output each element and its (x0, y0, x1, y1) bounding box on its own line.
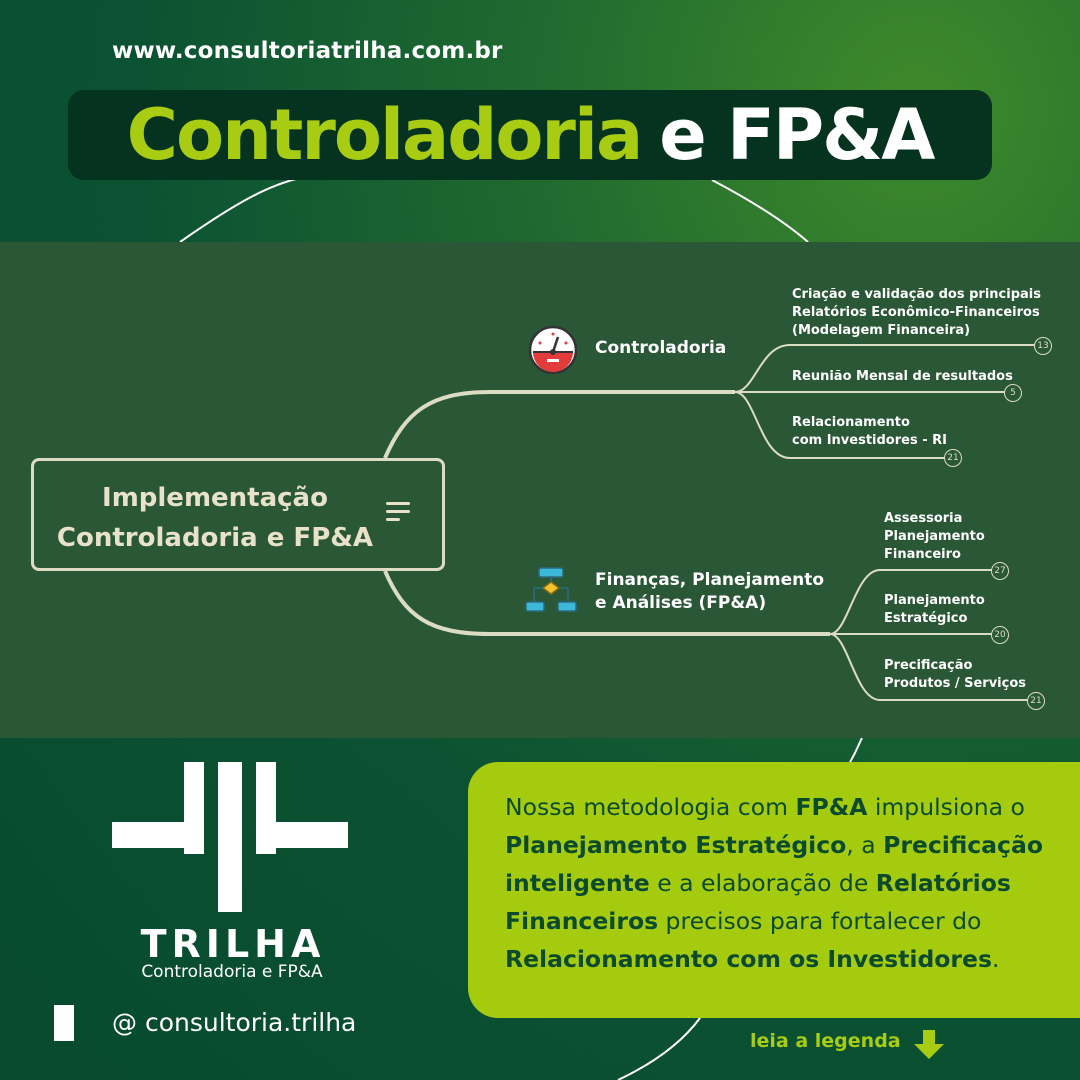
leaf-line: Relatórios Econômico-Financeiros (792, 305, 1040, 320)
page-title (68, 90, 992, 180)
leaf-count-badge: 5 (1004, 384, 1022, 402)
instagram-handle[interactable]: @ consultoria.trilha (112, 1008, 357, 1037)
leaf-count-badge: 21 (944, 449, 962, 467)
leaf-precificacao[interactable] (884, 657, 1026, 693)
leaf-relacionamento[interactable] (792, 414, 947, 450)
central-node-text (40, 478, 390, 558)
description-text (505, 788, 1065, 978)
desc-text: Nossa metodologia com (505, 793, 796, 821)
title-controladoria: Controladoria (126, 94, 642, 176)
leaf-line: Reunião Mensal de resultados (792, 369, 1013, 384)
leaf-assessoria[interactable] (884, 510, 985, 564)
read-caption-label[interactable]: leia a legenda (750, 1030, 901, 1052)
brand-subtitle: Controladoria e FP&A (141, 962, 323, 982)
leaf-line: Criação e validação dos principais (792, 287, 1041, 302)
leaf-line: (Modelagem Financeira) (792, 323, 971, 338)
leaf-line: Produtos / Serviços (884, 676, 1027, 691)
mindmap-panel (0, 242, 1080, 738)
leaf-count-badge: 27 (991, 562, 1009, 580)
branch-fpa-label[interactable] (595, 569, 824, 615)
desc-text: , a (846, 831, 884, 859)
website-url[interactable]: www.consultoriatrilha.com.br (112, 38, 503, 64)
branch-controladoria-label[interactable]: Controladoria (595, 338, 727, 358)
leaf-count-badge: 20 (991, 626, 1009, 644)
desc-bold: Planejamento Estratégico (505, 831, 847, 859)
branch-label-line: e Análises (FP&A) (595, 593, 767, 613)
desc-bold: Relatórios Financeiros (505, 869, 1011, 935)
notes-icon (384, 500, 412, 524)
flowchart-icon (524, 566, 578, 616)
desc-bold: FP&A (795, 793, 868, 821)
handle-marker (54, 1005, 74, 1041)
central-line-2: Controladoria e FP&A (56, 523, 374, 553)
leaf-line: Assessoria (884, 511, 963, 526)
title-fpa: e FP&A (659, 94, 934, 176)
gauge-icon (528, 325, 578, 375)
desc-text: precisos para fortalecer do (658, 907, 982, 935)
leaf-count-badge: 21 (1027, 692, 1045, 710)
leaf-planejamento-estrategico[interactable] (884, 592, 985, 628)
desc-bold: Relacionamento com os Investidores (505, 945, 992, 973)
leaf-line: Relacionamento (792, 415, 910, 430)
desc-text: e a elaboração de (649, 869, 876, 897)
leaf-reuniao[interactable] (792, 368, 1013, 386)
desc-text: . (991, 945, 1000, 973)
leaf-line: Planejamento (884, 529, 985, 544)
desc-text: impulsiona o (867, 793, 1025, 821)
branch-label-line: Finanças, Planejamento (595, 570, 825, 590)
leaf-relatorios[interactable] (792, 286, 1041, 340)
brand-name: TRILHA (140, 922, 326, 966)
leaf-line: Planejamento (884, 593, 985, 608)
leaf-count-badge: 13 (1034, 337, 1052, 355)
leaf-line: Financeiro (884, 547, 961, 562)
desc-bold: Precificação inteligente (505, 831, 1043, 897)
leaf-line: Precificação (884, 658, 973, 673)
trilha-logo-icon (112, 762, 348, 912)
leaf-line: Estratégico (884, 611, 968, 626)
leaf-line: com Investidores - RI (792, 433, 947, 448)
arrow-down-icon (912, 1030, 946, 1060)
central-line-1: Implementação (102, 483, 328, 513)
